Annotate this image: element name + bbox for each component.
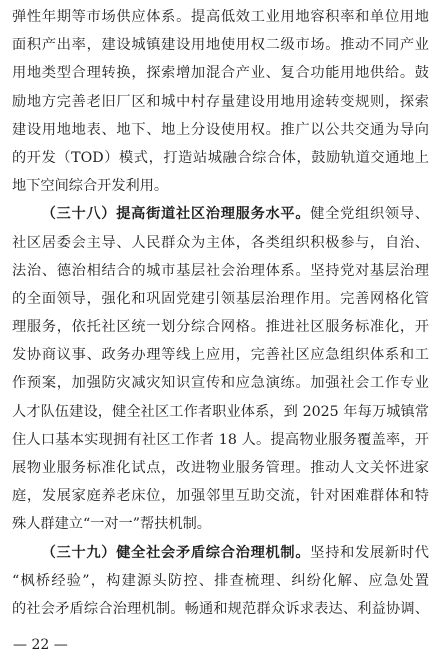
text-line: 地下空间综合开发利用。 <box>12 178 169 195</box>
page-number: — 22 — <box>13 637 68 653</box>
text-line: 人才队伍建设，健全社区工作者职业体系，到 2025 年每万城镇常 <box>12 403 429 420</box>
paragraph-land-use <box>12 3 429 200</box>
text-line: 面积产出率，建设城镇建设用地使用权二级市场。推动不同产业 <box>12 37 429 54</box>
text-line: 住人口基本实现拥有社区工作者 18 人。提高物业服务覆盖率，开 <box>12 431 429 448</box>
paragraph-38 <box>12 200 429 538</box>
text-line: 的全面领导，强化和巩固党建引领基层治理作用。完善网格化管 <box>12 290 429 307</box>
text-line: 弹性年期等市场供应体系。提高低效工业用地容积率和单位用地 <box>12 9 429 25</box>
text-line: 建设用地地表、地下、地上分设使用权。推广以公共交通为导向 <box>12 121 429 138</box>
text-line <box>12 200 429 228</box>
text-line: 理服务，依托社区统一划分综合网格。推进社区服务标准化，开 <box>12 319 429 336</box>
text-line-rest: 健全党组织领导、 <box>310 206 429 223</box>
document-body <box>12 3 429 623</box>
text-line: 法治、德治相结合的城市基层社会治理体系。坚持党对基层治理 <box>12 262 429 279</box>
text-line: 社区居委会主导、人民群众为主体，各类组织积极参与，自治、 <box>12 234 429 251</box>
section-heading-38: （三十八）提高街道社区治理服务水平。 <box>41 206 311 223</box>
text-line: 展物业服务标准化试点，改进物业服务管理。推动人文关怀进家 <box>12 460 429 476</box>
paragraph-39 <box>12 539 429 624</box>
text-line: 励地方完善老旧厂区和城中村存量建设用地用途转变规则，探索 <box>12 93 429 110</box>
text-line-rest: 坚持和发展新时代 <box>310 544 429 561</box>
section-heading-39: （三十九）健全社会矛盾综合治理机制。 <box>41 544 311 561</box>
text-line: 庭，发展家庭养老床位，加强邻里互助交流，针对困难群体和特 <box>12 488 429 505</box>
text-line: 作预案，加强防灾减灾知识宣传和应急演练。加强社会工作专业 <box>12 375 429 392</box>
text-line: 殊人群建立“一对一”帮扶机制。 <box>12 516 211 533</box>
text-line: 的开发（TOD）模式，打造站城融合综合体，鼓励轨道交通地上 <box>12 149 429 166</box>
text-line <box>12 539 429 567</box>
text-line: 用地类型合理转换，探索增加混合产业、复合功能用地供给。鼓 <box>12 65 429 82</box>
text-line: 发协商议事、政务办理等线上应用，完善社区应急组织体系和工 <box>12 347 429 364</box>
text-line: “枫桥经验”，构建源头防控、排查梳理、纠纷化解、应急处置 <box>12 572 429 589</box>
text-line: 的社会矛盾综合治理机制。畅通和规范群众诉求表达、利益协调、 <box>12 600 429 617</box>
